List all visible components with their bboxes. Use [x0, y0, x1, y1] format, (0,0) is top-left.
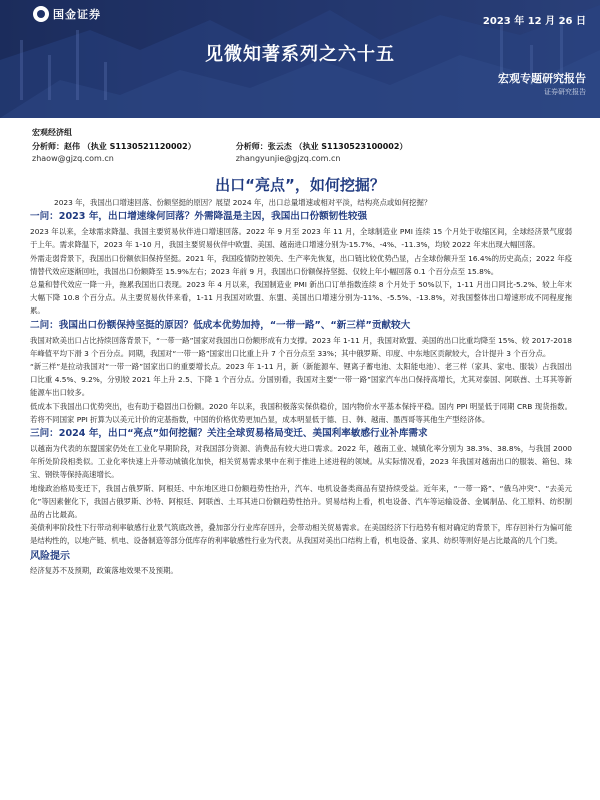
- article-title: 出口“亮点”，如何挖掘？: [215, 176, 385, 194]
- paragraph: 我国对欧美出口占比持续回落背景下，“一带一路”国家对我国出口份额形成有力支撑。2023 年 1-11 月，我国对欧盟、美国的出口比重均降至 15%、较 2017-2018 年峰值平均下滑 3 个百分点。同期，我国对“一带一路”国家出口比重上升 7 个百分点至 33%；其中俄罗斯、印度、中东地区贡献较大，合计提升 3 个百分点。: [30, 335, 572, 358]
- paragraph: 低成本下我国出口优势突出，也有助于稳固出口份额。2020 年以来，我国积极落实保供稳价，国内物价水平基本保持平稳。国内 PPI 明显低于同期 CRB 现货指数。若将不同国家 PPI 折算为以美元计价的定基指数，中国的价格优势更加凸显，成本明显低于德、日、韩、越南、墨西哥等其他生产型经济体。: [30, 401, 572, 424]
- report-banner: [0, 0, 600, 118]
- report-date: 2023 年 12 月 26 日: [482, 16, 586, 27]
- risk-text: 经济复苏不及预期，政策落地效果不及预期。: [30, 565, 178, 575]
- logo-icon: [33, 6, 49, 22]
- analyst-entry: [236, 141, 408, 163]
- paragraph: “新三样”是拉动我国对“一带一路”国家出口的重要增长点。2023 年 1-11 月，新（新能源车、锂离子蓄电池、太阳能电池）、老三样（家具、家电、服装）占我国出口比重 4.5%、9.2%，分别较 2021 年上升 2.5、下降 1 个百分点。分国别看，我国对主要“一带一路”国家汽车出口保持高增长，尤其对泰国、阿联酋、土耳其等新能源车出口较多。: [30, 362, 572, 398]
- analyst-name: 分析师：赵伟 （执业 S1130521120002）: [32, 142, 196, 151]
- analyst-list: [32, 141, 572, 163]
- analyst-email[interactable]: zhaow@gjzq.com.cn: [32, 154, 114, 163]
- section-heading-3: 三问：2024 年，出口“亮点”如何挖掘？关注全球贸易格局变迁、美国利率敏感行业补库需求: [30, 428, 428, 440]
- paragraph: 地缘政治格局变迁下，我国占俄罗斯、阿根廷、中东地区进口份额趋势性抬升，汽车、电机设备类商品有望持续受益。近年来，“一带一路”、“俄乌冲突”、“去美元化”等因素催化下，我国占俄罗斯、沙特、阿根廷、阿联酋、土耳其进口份额趋势性抬升。贸易结构上看，机电设备、汽车等运输设备、金属制品、化工原料、纺织制品的占比最高。: [30, 483, 572, 520]
- paragraph: 外需走弱背景下，我国出口份额依旧保持坚挺。2021 年，我国疫情防控领先、生产率先恢复，出口链比较优势凸显，占全球份额升至 16.4%的历史高点；2022 年疫情替代效应逐渐回吐，我国出口份额降至 15.9%左右；2023 年前 9 月，我国出口份额保持坚挺、仅较上年小幅回落 0.1 个百分点至 15.8%。: [30, 253, 572, 276]
- section-heading-1: 一问：2023 年，出口增速缘何回落？外需降温是主因，我国出口份额韧性较强: [30, 211, 368, 223]
- report-type: 宏观专题研究报告: [498, 72, 586, 85]
- analyst-entry: [32, 141, 196, 163]
- series-title: 见微知著系列之六十五: [205, 44, 395, 65]
- article-body: [30, 196, 572, 577]
- analyst-email[interactable]: zhangyunjie@gjzq.com.cn: [235, 154, 341, 163]
- paragraph: 以越南为代表的东盟国家仍处在工业化早期阶段，对我国部分资源、消费品有较大进口需求。2022 年，越南工业、城镇化率分别为 38.3%、38.8%，与我国 2000 年所处阶段相类似。工业化率快速上升带动城镇化加快，相关贸易需求果中在利于推进上述进程的领域。从实际情况看，2023 年我国对越南出口的服装、箱包、珠宝、钢铁等保持高速增长。: [30, 444, 572, 480]
- paragraph: 美债利率阶段性下行带动利率敏感行业景气筑底改善，叠加部分行业库存回升，会带动相关贸易需求。在美国经济下行趋势有相对确定的背景下，库存回补行为偏可能是结构性的，以地产链、机电、设备制造等部分低库存的利率敏感性行业为代表。从我国对美出口结构上看，机电设备、家具、纺织等则好是占比最高的几个门类。: [30, 523, 572, 546]
- section-heading-2: 二问：我国出口份额保持坚挺的原因？低成本优势加持，“一带一路”、“新三样”贡献较大: [30, 319, 411, 331]
- company-logo: [33, 6, 101, 22]
- report-subtype: 证券研究报告: [544, 88, 586, 96]
- logo-text: 国金证券: [53, 8, 101, 21]
- analyst-info: [32, 127, 572, 163]
- paragraph: 总量和替代效应一降一升，拖累我国出口表现。2023 年 4 月以来，我国制造业 PMI 新出口订单指数连续 8 个月处于 50%以下，1-11 月出口同比-5.2%、较上年末大幅下降 10.8 个百分点。从主要贸易伙伴来看，1-11 月我国对欧盟、东盟、美国出口增速分别为-11%、-5.5%、-13.8%，对我国整体出口增速形成不同程度拖累。: [30, 280, 572, 316]
- paragraph: 2023 年以来，全球需求降温、我国主要贸易伙伴进口增速回落。2022 年 9 月至 2023 年 11 月，全球制造业 PMI 连续 15 个月处于收缩区间，全球经济景气度弱于上年。需求降温下，2023 年 1-10 月，我国主要贸易伙伴中欧盟、美国、越南进口增速分别为-15.7%、-4%、-11.3%，均较 2022 年末出现大幅回落。: [30, 227, 572, 250]
- risk-heading: 风险提示: [30, 550, 70, 562]
- research-group: 宏观经济组: [32, 128, 72, 137]
- article-intro: 2023 年，我国出口增速回落、份额坚挺的原因？展望 2024 年，出口总量增速或相对平淡，结构亮点或如何挖掘？: [54, 198, 432, 207]
- analyst-name: 分析师：张云杰 （执业 S1130523100002）: [235, 142, 408, 151]
